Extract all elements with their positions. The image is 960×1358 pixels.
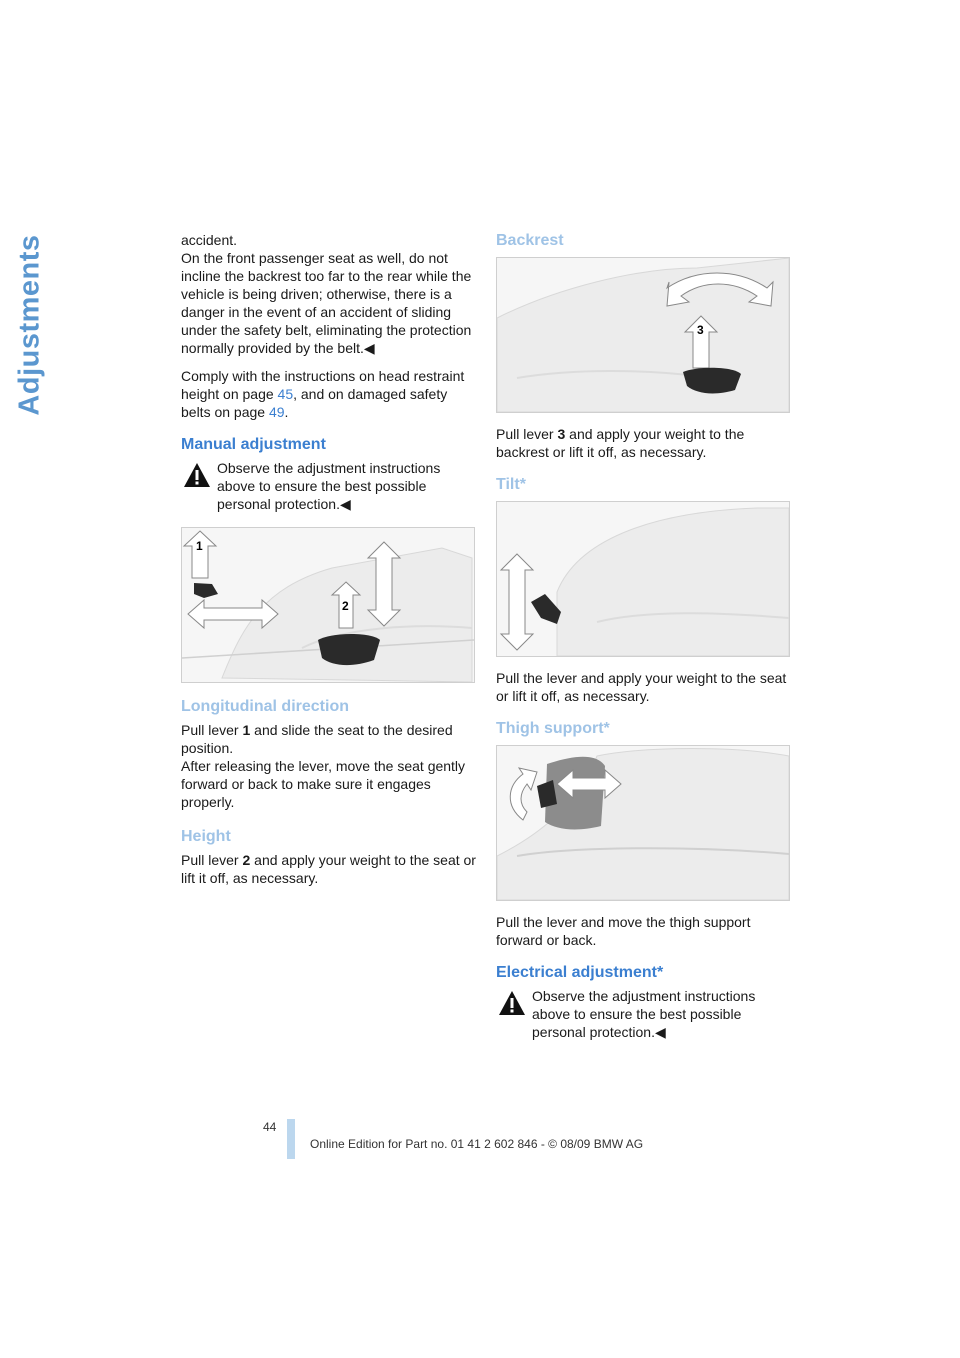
figure-label-1: 1 — [196, 539, 203, 553]
left-column — [181, 231, 477, 897]
backrest-text: Pull lever — [496, 426, 558, 442]
seat-illustration — [182, 528, 474, 682]
manual-warning-text: Observe the adjustment instructions above to ensure the best possible personal protection.◀ — [217, 460, 441, 512]
backrest-paragraph — [496, 425, 792, 461]
thigh-support-heading: Thigh support* — [496, 720, 610, 737]
intro-paragraph — [181, 231, 477, 357]
comply-paragraph — [181, 367, 477, 421]
lever-1-ref: 1 — [242, 722, 251, 738]
lever-2-ref: 2 — [242, 852, 251, 868]
page-link-49[interactable]: 49 — [268, 404, 285, 420]
warning-icon — [183, 462, 211, 488]
comply-text-middle: , and on damaged safety belts on page — [181, 386, 448, 420]
height-paragraph — [181, 851, 477, 887]
longitudinal-heading: Longitudinal direction — [181, 698, 349, 715]
page-link-45[interactable]: 45 — [277, 386, 294, 402]
page-number: 44 — [263, 1120, 277, 1134]
thigh-support-illustration — [497, 746, 789, 900]
manual-adjustment-heading: Manual adjustment — [181, 436, 326, 453]
lever-3-ref: 3 — [557, 426, 566, 442]
right-column — [496, 231, 792, 1041]
manual-adjustment-figure — [181, 527, 475, 683]
height-text: Pull lever — [181, 852, 243, 868]
intro-line-2: On the front passenger seat as well, do not incline the backrest too far to the rear while the vehicle is being driven; otherwise, there is a danger in the event of an accident of sliding under the safety belt, eliminating the protection normally provided by the belt.◀ — [181, 250, 472, 356]
section-title-text: Adjustments — [13, 234, 46, 416]
comply-text-end: . — [284, 404, 289, 420]
backrest-text-end: and apply your weight to the backrest or lift it off, as necessary. — [496, 426, 745, 460]
figure-label-2: 2 — [342, 599, 349, 613]
footer-accent-bar — [287, 1119, 295, 1159]
section-side-title — [8, 230, 52, 420]
backrest-illustration — [497, 258, 789, 412]
intro-line-1: accident. — [181, 232, 238, 248]
longitudinal-text: Pull lever — [181, 722, 243, 738]
height-text-end: and apply your weight to the seat or lift it off, as necessary. — [181, 852, 476, 886]
warning-icon — [498, 990, 526, 1016]
tilt-paragraph: Pull the lever and apply your weight to the seat or lift it off, as necessary. — [496, 670, 787, 704]
electrical-warning-text: Observe the adjustment instructions above to ensure the best possible personal protection.◀ — [532, 988, 756, 1040]
height-heading: Height — [181, 828, 231, 845]
longitudinal-release-text: After releasing the lever, move the seat gently forward or back to make sure it engages properly. — [181, 758, 466, 810]
edition-footer: Online Edition for Part no. 01 41 2 602 846 - © 08/09 BMW AG — [310, 1137, 644, 1151]
tilt-heading: Tilt* — [496, 476, 526, 493]
manual-warning — [181, 459, 477, 513]
electrical-warning — [496, 987, 792, 1041]
backrest-heading: Backrest — [496, 232, 564, 249]
backrest-figure — [496, 257, 790, 413]
thigh-support-paragraph: Pull the lever and move the thigh support forward or back. — [496, 914, 751, 948]
longitudinal-text-end: and slide the seat to the desired position. — [181, 722, 453, 756]
thigh-support-figure — [496, 745, 790, 901]
tilt-figure — [496, 501, 790, 657]
longitudinal-paragraph — [181, 721, 477, 811]
comply-text: Comply with the instructions on head restraint height on page — [181, 368, 465, 402]
tilt-illustration — [497, 502, 789, 656]
figure-label-3: 3 — [697, 323, 704, 337]
electrical-adjustment-heading: Electrical adjustment* — [496, 964, 664, 981]
